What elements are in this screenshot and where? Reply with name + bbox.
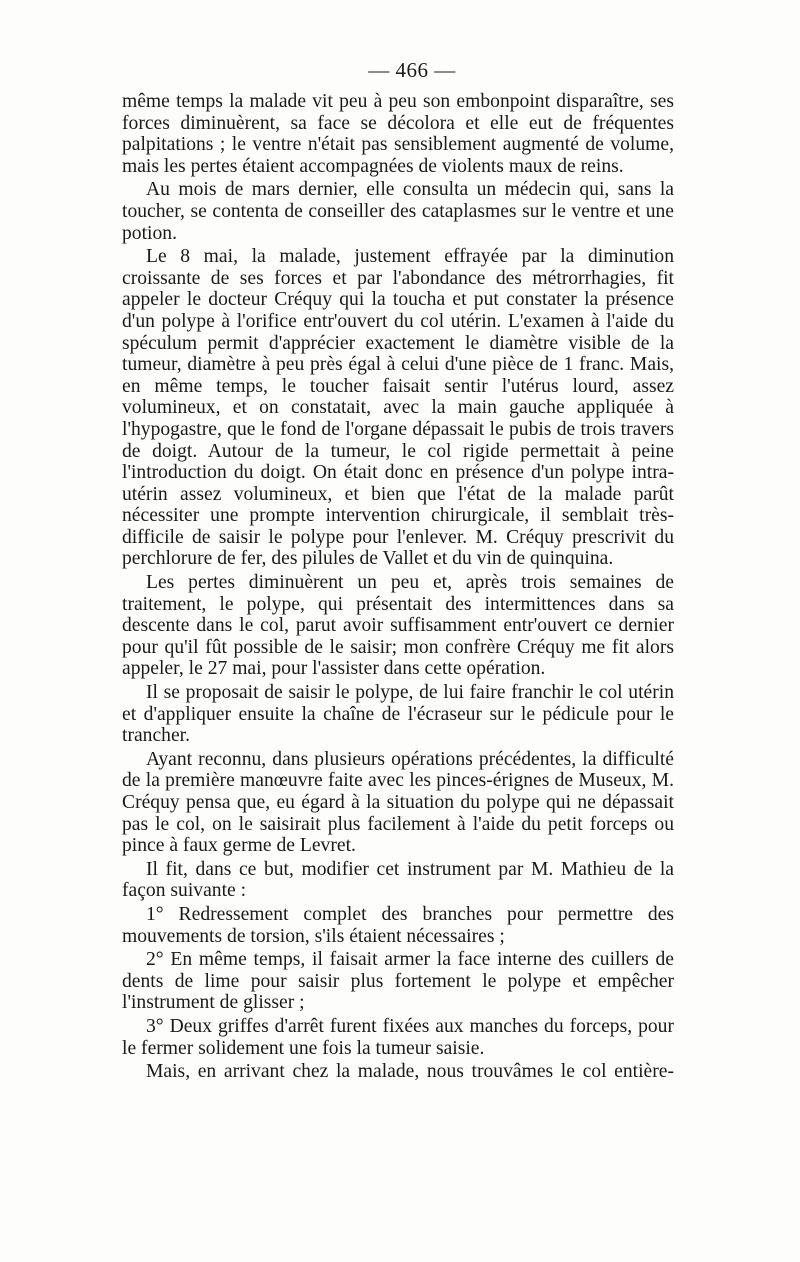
- paragraph-6: Ayant reconnu, dans plusieurs opérations précédentes, la difficulté de la première manœuvre faite avec les pinces-érignes de Museux, M. Créquy pensa que, eu égard à la situation du polype qui ne dépassait pas le col, on le saisirait plus facilement à l'aide du petit forceps ou pince à faux germe de Levret.: [122, 748, 674, 857]
- page-number: — 466 —: [368, 58, 456, 82]
- paragraph-7: Il fit, dans ce but, modifier cet instrument par M. Mathieu de la façon suivante :: [122, 858, 674, 902]
- paragraph-4: Les pertes diminuèrent un peu et, après trois semaines de traitement, le polype, qui présentait des intermittences dans sa descente dans le col, parut avoir suffisamment entr'ouvert ce dernier pour qu'il fût possible de le saisir; mon confrère Créquy me fit alors appeler, le 27 mai, pour l'assister dans cette opération.: [122, 572, 674, 680]
- body-text: [122, 91, 674, 1083]
- list-item-2: 2° En même temps, il faisait armer la face interne des cuillers de dents de lime pour saisir plus fortement le polype et empêcher l'instrument de glisser ;: [122, 949, 674, 1014]
- paragraph-2: Au mois de mars dernier, elle consulta un médecin qui, sans la toucher, se contenta de conseiller des cataplasmes sur le ventre et une potion.: [122, 179, 674, 244]
- list-item-1: 1° Redressement complet des branches pour permettre des mouvements de torsion, s'ils étaient nécessaires ;: [122, 903, 674, 947]
- paragraph-8: Mais, en arrivant chez la malade, nous trouvâmes le col entière-: [146, 1061, 674, 1083]
- list-item-3: 3° Deux griffes d'arrêt furent fixées aux manches du forceps, pour le fermer solidement une fois la tumeur saisie.: [122, 1015, 674, 1059]
- paragraph-1: même temps la malade vit peu à peu son embonpoint disparaître, ses forces diminuèrent, sa face se décolora et elle eut de fréquentes palpitations ; le ventre n'était pas sensiblement augmenté de volume, mais les pertes étaient accompagnées de violents maux de reins.: [122, 91, 674, 177]
- paragraph-5: Il se proposait de saisir le polype, de lui faire franchir le col utérin et d'appliquer ensuite la chaîne de l'écraseur sur le pédicule pour le trancher.: [122, 682, 674, 747]
- paragraph-3: Le 8 mai, la malade, justement effrayée par la diminution croissante de ses forces et par l'abondance des métrorrhagies, fit appeler le docteur Créquy qui la toucha et put constater la présence d'un polype à l'orifice entr'ouvert du col utérin. L'examen à l'aide du spéculum permit d'apprécier exactement le diamètre visible de la tumeur, diamètre à peu près égal à celui d'une pièce de 1 franc. Mais, en même temps, le toucher faisait sentir l'utérus lourd, assez volumineux, et on constatait, avec la main gauche appliquée à l'hypogastre, que le fond de l'organe dépassait le pubis de trois travers de doigt. Autour de la tumeur, le col rigide permettait à peine l'introduction du doigt. On était donc en présence d'un polype intra-utérin assez volumineux, et bien que l'état de la malade parût nécessiter une prompte intervention chirurgicale, il semblait très-difficile de saisir le polype pour l'enlever. M. Créquy prescrivit du perchlorure de fer, des pilules de Vallet et du vin de quinquina.: [122, 246, 674, 570]
